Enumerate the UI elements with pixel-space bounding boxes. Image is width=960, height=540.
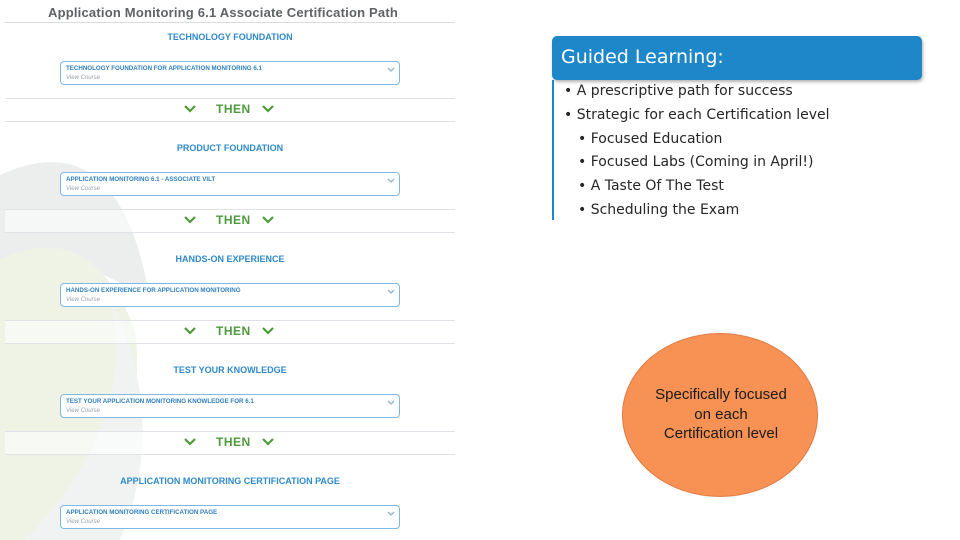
course-title: TECHNOLOGY FOUNDATION FOR APPLICATION MONITORING 6.1 xyxy=(66,65,262,72)
section-heading: PRODUCT FOUNDATION xyxy=(176,143,284,153)
guided-learning-accent-bar xyxy=(552,80,554,220)
path-title: Application Monitoring 6.1 Associate Certification Path xyxy=(48,5,399,20)
chevron-down-icon[interactable] xyxy=(386,66,396,74)
callout-text xyxy=(623,385,819,444)
then-divider xyxy=(5,209,455,233)
course-card[interactable] xyxy=(60,61,400,85)
callout-line: on each xyxy=(694,405,748,423)
then-label: THEN xyxy=(216,324,251,338)
chevron-down-icon xyxy=(261,215,275,225)
callout-circle xyxy=(622,333,818,497)
chevron-down-icon xyxy=(183,104,197,114)
view-course-link[interactable]: View Course xyxy=(66,75,100,81)
chevron-down-icon xyxy=(183,215,197,225)
view-course-link[interactable]: View Course xyxy=(66,408,100,414)
then-label: THEN xyxy=(216,435,251,449)
chevron-down-icon xyxy=(261,104,275,114)
chevron-down-icon xyxy=(261,326,275,336)
certification-path-screenshot xyxy=(0,0,460,540)
section-heading: TEST YOUR KNOWLEDGE xyxy=(173,365,287,375)
course-card[interactable] xyxy=(60,505,400,529)
chevron-down-icon xyxy=(183,437,197,447)
chevron-down-icon xyxy=(183,326,197,336)
list-item: • Focused Labs (Coming in April!) xyxy=(578,154,814,171)
then-divider xyxy=(5,431,455,455)
guided-learning-list xyxy=(564,82,924,225)
course-title: TEST YOUR APPLICATION MONITORING KNOWLEDGE FOR 6.1 xyxy=(66,398,254,405)
chevron-down-icon[interactable] xyxy=(386,399,396,407)
chevron-down-icon[interactable] xyxy=(386,288,396,296)
chevron-down-icon xyxy=(261,437,275,447)
chevron-down-icon[interactable] xyxy=(386,177,396,185)
chevron-down-icon[interactable] xyxy=(386,510,396,518)
list-item: • Scheduling the Exam xyxy=(578,201,740,218)
section-heading: HANDS-ON EXPERIENCE xyxy=(175,254,285,264)
course-title: HANDS-ON EXPERIENCE FOR APPLICATION MONITORING xyxy=(66,287,241,294)
callout-line: Specifically focused xyxy=(655,386,787,403)
course-title: APPLICATION MONITORING 6.1 - ASSOCIATE VILT xyxy=(66,176,216,183)
section-heading: APPLICATION MONITORING CERTIFICATION PAGE xyxy=(120,476,340,486)
list-item: • Focused Education xyxy=(578,130,723,147)
list-item: • A prescriptive path for success xyxy=(564,83,793,99)
course-title: APPLICATION MONITORING CERTIFICATION PAGE xyxy=(66,509,218,516)
then-label: THEN xyxy=(216,213,251,227)
guided-learning-header xyxy=(552,36,922,80)
course-card[interactable] xyxy=(60,172,400,196)
list-item: • A Taste Of The Test xyxy=(578,178,724,195)
then-divider xyxy=(5,98,455,122)
list-item: • Strategic for each Certification level xyxy=(564,106,830,123)
view-course-link[interactable]: View Course xyxy=(66,297,100,303)
title-divider xyxy=(5,22,455,23)
callout-line: Certification level xyxy=(663,425,779,442)
section-heading: TECHNOLOGY FOUNDATION xyxy=(167,32,293,42)
view-course-link[interactable]: View Course xyxy=(66,186,100,192)
then-divider xyxy=(5,320,455,344)
view-course-link[interactable]: View Course xyxy=(66,519,100,525)
course-card[interactable] xyxy=(60,394,400,418)
then-label: THEN xyxy=(216,102,251,116)
course-card[interactable] xyxy=(60,283,400,307)
guided-learning-title: Guided Learning: xyxy=(561,46,724,68)
